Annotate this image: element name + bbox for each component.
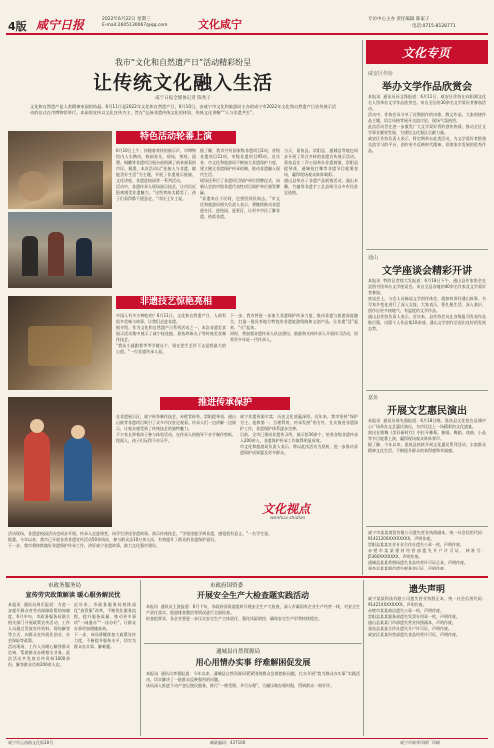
hotline-line: 专访中心主办 责任编辑 陈家子 xyxy=(368,17,430,22)
phone-line: 电话:0715-8128771 xyxy=(412,24,456,29)
bottom-headline-3: 用心用情办实事 纾难解困促发展 xyxy=(195,658,311,667)
side-kicker-1: 咸安区作协 xyxy=(368,71,394,77)
side-headline-3: 开展文艺惠民演出 xyxy=(387,406,467,417)
side-text-1: 本报讯 通讯员孙文锋报道：6月11日，咸安区作协在向阳湖文化名人馆举办文学作品欣赏会。来自全区的30余名文学爱好者参加活动。 活动中，作协会员分享了近期创作的诗歌、散文作品，大家围绕作品主题、语言风格等展开交流讨论，现场气氛热烈。 此次活动旨在进一步激发广大文学爱好者的创作热情，推动全区文学事业繁荣发展，为建设文化强区贡献力量。 咸安区作协负责人表示，将定期举办此类活动，为文学爱好者搭建交流学习的平台，创作更多反映时代精神、讴歌家乡发展的优秀作品。 xyxy=(368,94,486,153)
bottom-divider-1 xyxy=(140,580,141,736)
lead-column-a: 6月10日上午，伴随着欢快的鼓乐声，市博物馆内人头攒动，热闹非凡。现场，剪纸、面塑、铜雕等非遗项目展台前围满了前来观看的市民。据悉，本次活动以“连接人与非遗，赋能美好生活”为主题，开展了非遗展示展演、文化讲座、非遗进校园等一系列活动。 活动中，非遗传承人现场演示技艺，让市民近距离感受非遗魅力。“这些剪纸太精美了，孩子们看得都不愿意走。”市民王女士说。 xyxy=(116,148,196,201)
bottom-headline-2: 开展安全生产大检查题实践活动 xyxy=(197,591,309,600)
side-rule-3 xyxy=(366,526,488,527)
paper-name: 咸宁日报 xyxy=(36,18,85,32)
bottom-notice-text: 咸宁某某科技有限公司遗失营业执照正本，统一社会信用代码：91421XXXXXXXX，声明作废。 赤壁市某某商店遗失公章一枚，声明作废。 崇阳县某某服务部遗失发票专用章一枚，声明作废。 通山县某某门市部遗失营业执照副本，声明作废。 嘉鱼县某某合作社遗失开户许可证，声明作废。 咸安区某某经营部遗失食品经营许可证，声明作废。 xyxy=(368,596,486,637)
lead-intro: 文化和自然遗产是人类精神家园的结晶。6月11日是2022年文化和自然遗产日，6月10日，由咸宁市文化和旅游局主办的成宁市2022年文化和自然遗产日宣传展示活动的仪式在市博物馆举行。本届的宣传以文化宣传为主，旨在“弘扬非遗传统文化的体验，传统文化讲解”“人与非遗共生”。 xyxy=(30,104,336,115)
column-logo-name: 文化视点 xyxy=(262,502,311,516)
bottom-text-1: 本报讯 通讯员周乐报道：为进一步提升群众对劳动保障政策的知晓度，6月中旬，市政务服务局联合相关部门开展政策宣传活动，工作人员通过发放宣传资料、现场解答等方式，向群众宣传就业创业、社会保险等政策。 活动现场，工作人员耐心解答群众咨询，帮助群众办理相关业务。此次活动共发放宣传资料1000余份，解答群众咨询200余人次。 xyxy=(8,602,70,667)
bottom-band-rule xyxy=(6,576,488,578)
lead-column-b: 据了解，我市共有国家级非遗项目2项，省级非遗项目21项，市级非遗项目95项。近年来，市文化和旅游局不断加大非遗保护力度，建立健全非遗保护传承机制，推动非遗融入现代生活。 现场还举行了非遗项目保护单位授牌仪式，向新认定的市级非遗代表性项目保护单位颁发牌匾。 “非遗来自于民间，也要回到民间去。”市文化和旅游局相关负责人表示，将继续推动非遗进社区、进校园、进景区，让更多市民了解非遗、热爱非遗。 xyxy=(200,148,280,219)
side-kicker-2: 通山 xyxy=(368,255,379,261)
lead-kicker: 我市“文化和自然遗产日”活动精彩纷呈 xyxy=(114,58,252,67)
photo-exhibition-hall xyxy=(8,131,112,209)
side-notice-top: 咸宁市某某商贸有限公司遗失营业执照副本，统一社会信用代码：91421200XXXXXXXX，声明作废。 崇阳县某某农业专业合作社遗失公章一枚，声明作废。 赤壁市某某建材经营部遗失开户许可证，核准号：J5360XXXXXXX，声明作废。 通城县某某养殖场遗失食品经营许可证正本，声明作废。 嘉鱼县某某超市遗失税务登记证，声明作废。 xyxy=(368,530,486,570)
bottom-text-2: 本报讯 通讯员王凯报道：6月下旬，市政府国资委组织开展安全生产大检查，深入市属国有企业生产经营一线，对安全生产责任落实、隐患排查整治等情况进行全面检查。 检查组要求，各企业要进一步压实安全生产主体责任，强化风险防控，确保安全生产形势持续稳定。 xyxy=(146,604,360,621)
footer-address: 咸宁市云南路文化街28号 xyxy=(8,740,54,745)
sidebar-banner-text: 文化专页 xyxy=(402,46,451,60)
bottom-dept-1: 市政务服务局 xyxy=(48,583,82,589)
bottom-notice-title: 遗失声明 xyxy=(408,585,445,595)
lead-column-d: 中国人有多少种吃的？6月11日，文化和自然遗产日，人间有很多美味与故事，让我们走进非遗。 据介绍，作为文化和自然遗产日系列活动之一，本次非遗美食展示活动集中展示了咸宁桂花糕、嘉鱼珍珠丸子等传统美食制作技艺。 “我从小就跟着爷爷学做这个，现在把手艺传下去是我最大的心愿。”一位非遗传承人说。 xyxy=(116,313,226,354)
sidebar-divider xyxy=(362,40,363,575)
lead-column-c: 当天，嘉鱼县、崇阳县、通城县等地也同步开展了形式多样的非遗宣传展示活动。嘉鱼县在二乔公园举办非遗展演，崇阳县提琴戏、通城拍打舞等非遗节目轮番登场，赢得现场观众阵阵喝彩。 通山县举办了非遗产品展销活动，通山木雕、竹编等非遗手工艺品吸引众多市民驻足选购。 xyxy=(284,148,358,195)
footer-printer: 咸宁市新华印刷厂印刷 xyxy=(400,740,440,745)
lead-byline: 咸宁日报全媒体记者 陈秀子 xyxy=(155,96,211,101)
photo-opera-performance xyxy=(8,397,112,527)
side-kicker-3: 嘉鱼 xyxy=(368,395,379,401)
section-title: 文化咸宁 xyxy=(198,18,242,31)
lead-column-g: 咸宁非遗资源丰富，历史文化底蕴深厚。近年来，我市坚持“保护为主、抢救第一、合理利用、传承发展”的方针，扎实推进非遗保护工作，非遗保护体系逐步完善。 目前，全市已建成非遗传习所、展示馆30余个，培养各级非遗传承人200余人，非遗保护传承工作取得明显成效。 市文化和旅游局负责人表示，将以此次活动为契机，进一步推动非遗保护成果惠及更多群众。 xyxy=(240,414,358,455)
lead-title: 让传统文化融入生活 xyxy=(92,72,273,94)
side-text-2: 本报讯 特约记者徐大发报道：6月18日下午，通山县作家协会在县图书馆举办文学座谈会。来自全县各地的40余名作家及文学爱好者参加。 座谈会上，与会人员畅谈文学创作体会，就如何讲好通山故事、书写家乡变化进行了深入交流。大家表示，要扎根生活、深入基层，创作出更多接地气、有温度的文学作品。 通山县作协负责人表示，近年来，县作协会员在各级报刊发表作品数百篇，出版个人作品集10余部，通山文学创作呈现出良好的发展态势。 xyxy=(368,278,486,331)
side-text-3: 本报讯 通讯员周先强报道：6月18日晚，嘉鱼县文化馆在县城中心广场举办文艺惠民演出，为市民送上一场精彩的文化盛宴。 演出在歌舞《美好新时代》中拉开帷幕。独唱、舞蹈、戏曲、小品等节目轮番上演，赢得现场观众阵阵掌声。 据了解，今年以来，嘉鱼县持续开展文化惠民系列活动，丰富群众精神文化生活，不断提升群众的获得感和幸福感。 xyxy=(368,418,486,453)
footer-postcode: 邮政编码：437100 xyxy=(210,740,246,745)
subhead-inheritance: 推进传承保护 xyxy=(160,397,290,410)
date-line: 2022年6月22日 星期三 xyxy=(102,17,151,22)
side-headline-1: 举办文学作品欣赏会 xyxy=(382,82,472,93)
lead-column-h: 活动现场，非遗进校园活动也同步开展。传承人走进课堂，向学生讲述非遗故事，演示传统技艺。“学校里能学到非遗，感觉很有意义。”一名学生说。 据悉，今年以来，我市已开展各类非遗宣传活动50余场次，参与群众达10万余人次，有效提升了群众的非遗保护意识。 下一步，我市将持续做好非遗保护传承工作，讲好咸宁非遗故事，助力文化强市建设。 xyxy=(8,531,273,548)
photo-craft-demo xyxy=(8,296,112,390)
lead-column-e: 下一步，我市将进一步加大非遗保护传承力度，推动非遗与旅游深度融合，打造一批具有地方特色的非遗旅游线路和文创产品，让非遗“活”起来、“火”起来。 同时，将加强非遗传承人队伍建设，鼓励和支持传承人开展传习活动，培养更多年轻一代传承人。 xyxy=(230,313,358,342)
page-number: 4版 xyxy=(8,20,27,33)
column-logo xyxy=(248,500,358,526)
side-rule-2 xyxy=(366,390,488,391)
subhead-special-activities: 特色活动轮番上演 xyxy=(116,131,236,144)
side-headline-2: 文学座谈会精彩开讲 xyxy=(382,266,472,277)
masthead xyxy=(6,4,488,34)
sidebar-banner xyxy=(366,40,488,64)
email-line: E-mail:2605130067@qq.com xyxy=(102,23,168,28)
bottom-text-3: 本报讯 通讯员李强报道：今年以来，通城县自然资源局紧紧围绕群众急难愁盼问题，扎实开展“我为群众办实事”实践活动，切实解决了一批群众反映强烈的问题。 该局深入推进不动产登记便民服务，推行“一窗受理、并行办理”，大幅压缩办理时限，得到群众一致好评。 xyxy=(146,671,360,688)
masthead-rule xyxy=(6,33,488,35)
bottom-dept-2: 市政府国资委 xyxy=(210,583,244,589)
bottom-text-1b: 近年来，市政务服务局持续深化“放管服”改革，不断优化服务流程，提升服务质量，推动更多事项“一网通办”“一次办好”，让群众办事更加便捷高效。 下一步，该局将继续加大政策宣传力度，不断提升服务水平，切实为群众办实事、解难题。 xyxy=(74,602,136,649)
subhead-heritage-skills: 非遗技艺惊艳亮相 xyxy=(116,296,236,309)
bottom-rule-mid xyxy=(144,643,362,644)
lead-column-f: 在非遗展示区，咸宁砖茶制作技艺、赤壁青砖茶、崇阳提琴戏、通山山鼓等非遗项目吸引了众多市民驻足观看。传承人们一边讲解一边演示，让观众感受到了传统技艺的独特魅力。 不少家长带着孩子参与体验活动，在传承人的指导下亲手制作剪纸、捏面人，孩子们玩得不亦乐乎。 xyxy=(116,414,236,443)
column-logo-pinyin: wenhua shidian xyxy=(270,516,306,521)
side-rule-1 xyxy=(366,249,488,250)
bottom-dept-3: 通城县自然资源局 xyxy=(216,649,261,655)
photo-visitors xyxy=(8,212,112,288)
bottom-divider-2 xyxy=(363,580,364,736)
footer-rule xyxy=(6,738,488,739)
bottom-headline-1: 宣传劳灾政策解读 暖心服务解民忧 xyxy=(25,592,121,599)
